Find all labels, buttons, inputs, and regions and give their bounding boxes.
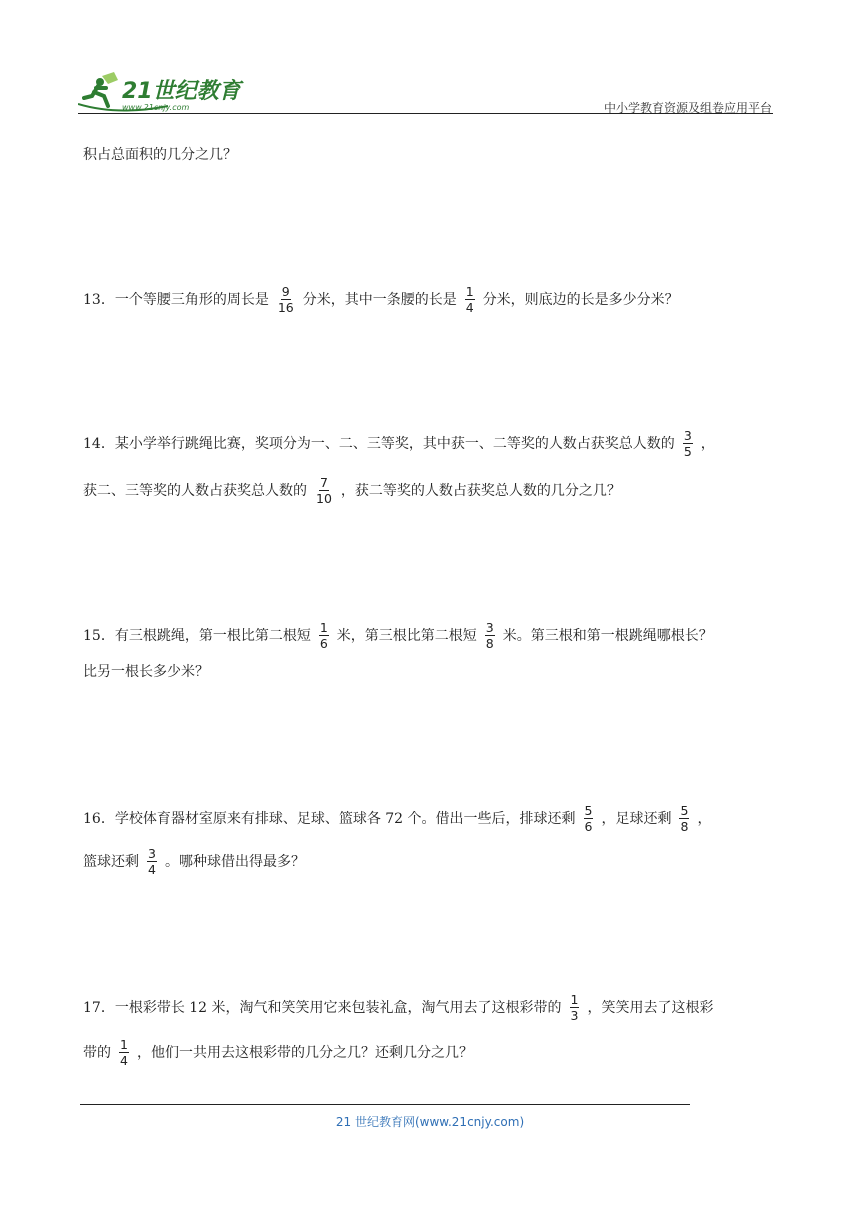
- fraction: $\frac{9}{16}$: [277, 284, 294, 315]
- fraction: $\frac{3}{5}$: [683, 428, 692, 459]
- logo-text: 21世纪教育: [122, 79, 241, 104]
- site-logo: [78, 70, 258, 112]
- fraction: $\frac{3}{4}$: [148, 846, 156, 877]
- question-13: 13．一个等腰三角形的周长是 $\frac{9}{16}$ 分米，其中一条腰的长是 $\frac{1}{4}$ 分米，则底边的长是多少分米？: [83, 284, 679, 315]
- fraction: $\frac{1}{4}$: [120, 1037, 128, 1068]
- header-divider: [78, 113, 773, 114]
- fraction: $\frac{3}{8}$: [485, 620, 494, 651]
- fraction: $\frac{5}{8}$: [680, 803, 689, 834]
- question-16-line-2: 篮球还剩 $\frac{3}{4}$ 。哪种球借出得最多？: [83, 846, 305, 877]
- fraction: $\frac{7}{10}$: [316, 475, 332, 506]
- q12-tail: 积占总面积的几分之几？: [83, 147, 237, 163]
- fraction: $\frac{5}{6}$: [584, 803, 593, 834]
- question-16-line-1: 16．学校体育器材室原来有排球、足球、篮球各 72 个。借出一些后，排球还剩 $\frac{5}{6}$ ，足球还剩 $\frac{5}{8}$ ，: [83, 803, 712, 834]
- question-17-line-1: 17．一根彩带长 12 米，淘气和笑笑用它来包装礼盒，淘气用去了这根彩带的 $\frac{1}{3}$ ，笑笑用去了这根彩: [83, 992, 714, 1023]
- question-15-line-1: 15．有三根跳绳，第一根比第二根短 $\frac{1}{6}$ 米，第三根比第二根短 $\frac{3}{8}$ 米。第三根和第一根跳绳哪根长？: [83, 620, 713, 651]
- header-platform-text: 中小学教育资源及组卷应用平台: [603, 101, 772, 115]
- question-14-line-2: 获二、三等奖的人数占获奖总人数的 $\frac{7}{10}$ ，获二等奖的人数占获奖总人数的几分之几？: [83, 475, 621, 506]
- fraction: $\frac{1}{6}$: [319, 620, 328, 651]
- question-15-line-2: 比另一根长多少米？: [83, 664, 209, 680]
- logo-url: www.21cnjy.com: [122, 103, 190, 112]
- question-17-line-2: 带的 $\frac{1}{4}$ ，他们一共用去这根彩带的几分之几？还剩几分之几？: [83, 1037, 473, 1068]
- question-14-line-1: 14．某小学举行跳绳比赛，奖项分为一、二、三等奖，其中获一、二等奖的人数占获奖总人数的 $\frac{3}{5}$ ，: [83, 428, 715, 459]
- fraction: $\frac{1}{4}$: [465, 284, 474, 315]
- footer-divider: [80, 1104, 690, 1105]
- fraction: $\frac{1}{3}$: [570, 992, 579, 1023]
- footer-link[interactable]: 21 世纪教育网(www.21cnjy.com): [335, 1115, 525, 1129]
